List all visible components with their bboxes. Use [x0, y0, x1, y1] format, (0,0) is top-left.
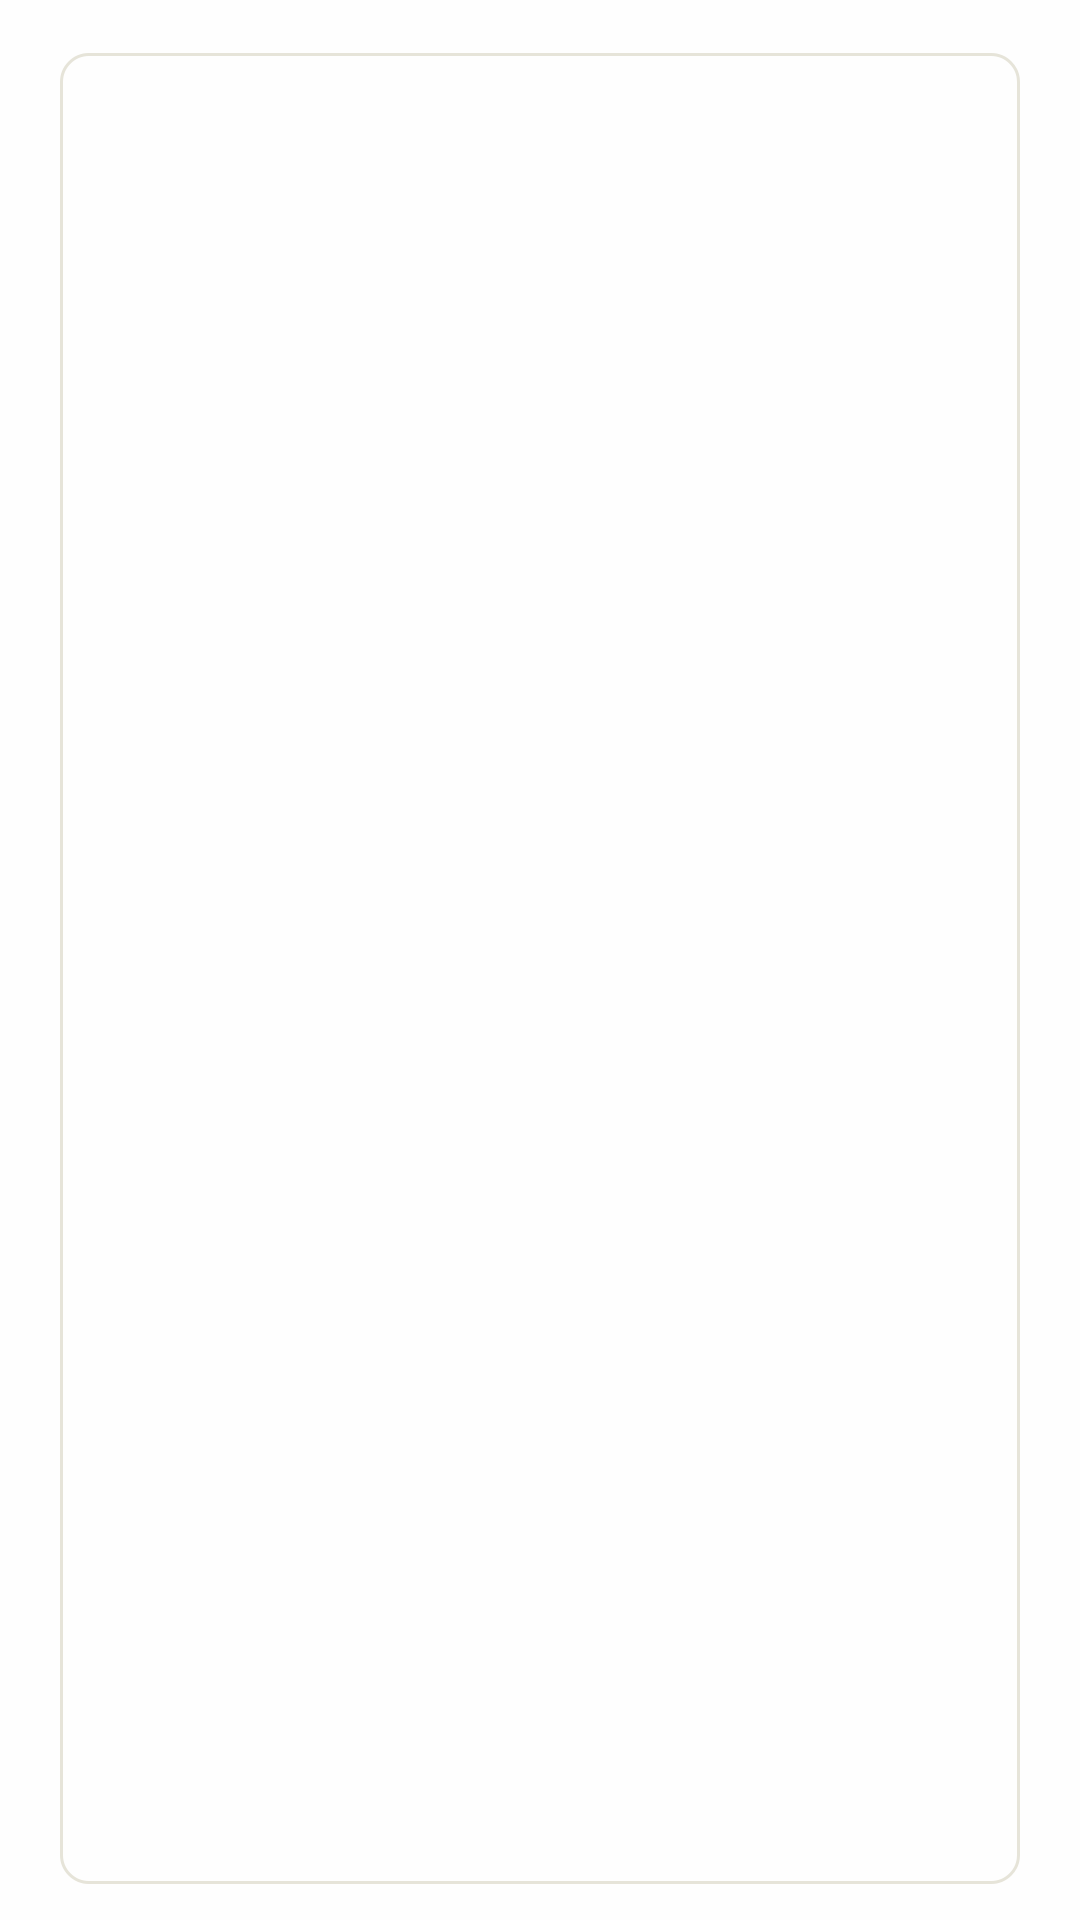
empty-card-panel [60, 53, 1020, 1884]
